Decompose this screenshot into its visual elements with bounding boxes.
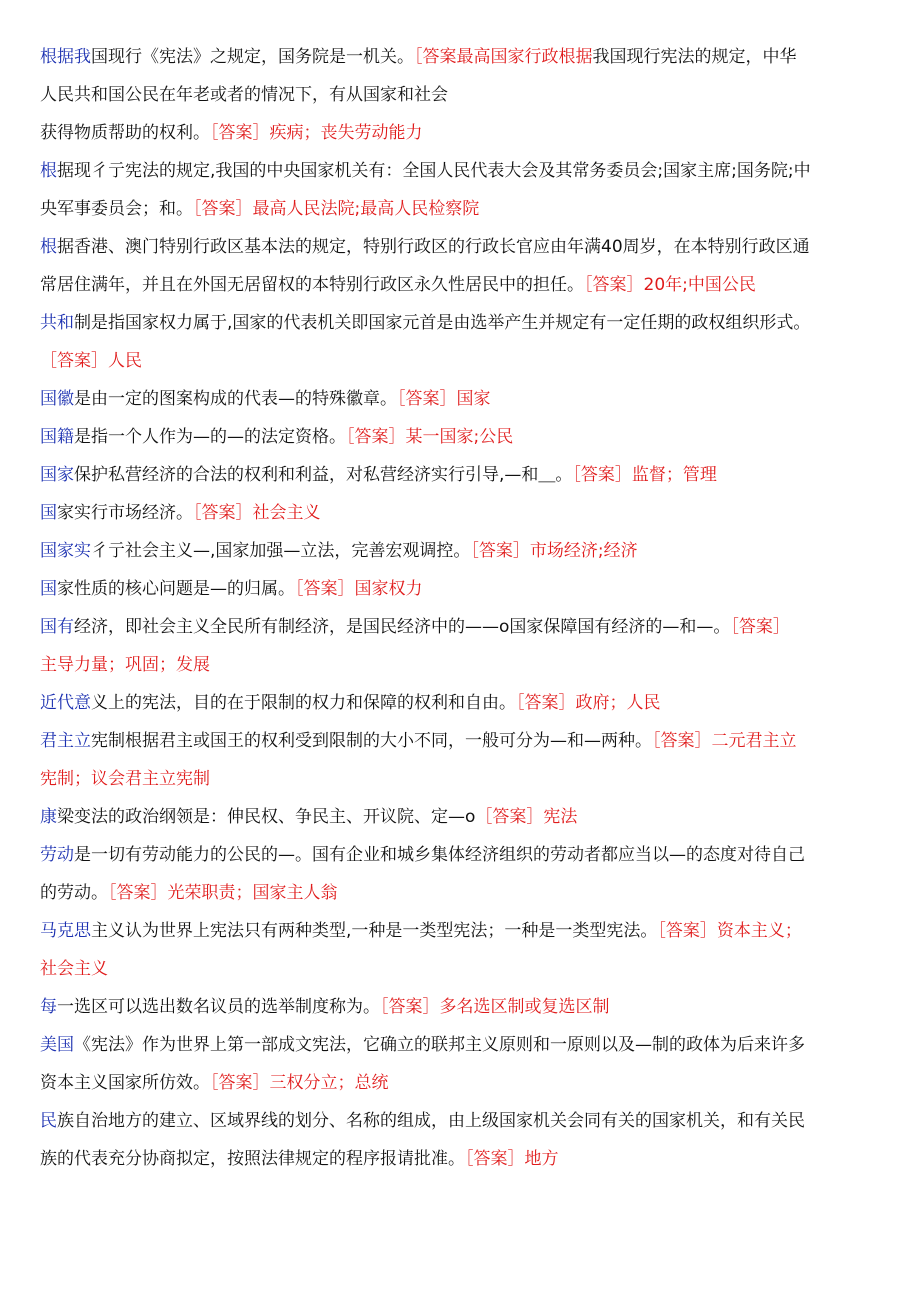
answer-text: ［答案］ <box>730 617 790 637</box>
question-text: 是一切有劳动能力的公民的—。国有企业和城乡集体经济组织的劳动者都应当以—的态度对待自己 <box>74 845 805 865</box>
answer-text: ［答案］社会主义 <box>193 503 321 523</box>
text-line <box>40 1064 882 1102</box>
answer-text: 主导力量；巩固；发展 <box>40 655 210 675</box>
question-text: 族的代表充分协商拟定，按照法律规定的程序报请批准。 <box>40 1149 465 1169</box>
question-text: 《宪法》作为世界上第一部成文宪法，它确立的联邦主义原则和一原则以及—制的政体为后来许多 <box>74 1035 805 1055</box>
question-text: 是指一个人作为—的—的法定资格。 <box>74 427 346 447</box>
text-line <box>40 836 882 874</box>
answer-text: ［答案］人民 <box>40 351 142 371</box>
answer-text: ［答案］某一国家;公民 <box>346 427 514 447</box>
keyword: 劳动 <box>40 845 74 865</box>
question-text: 制是指国家权力属于,国家的代表机关即国家元首是由选举产生并规定有一定任期的政权组织形式。 <box>74 313 811 333</box>
answer-text: ［答案］二元君主立 <box>652 731 797 751</box>
answer-text: ［答案］光荣职责；国家主人翁 <box>108 883 338 903</box>
keyword: 根 <box>40 161 57 181</box>
text-line <box>40 912 882 950</box>
keyword: 共和 <box>40 313 74 333</box>
answer-text: ［答案］疾病；丧失劳动能力 <box>210 123 423 143</box>
text-line <box>40 38 882 76</box>
text-line <box>40 228 882 266</box>
keyword: 国籍 <box>40 427 74 447</box>
question-text: 资本主义国家所仿效。 <box>40 1073 210 1093</box>
question-text: 一选区可以选出数名议员的选举制度称为。 <box>57 997 380 1017</box>
question-text: 据香港、澳门特别行政区基本法的规定，特别行政区的行政长官应由年满40周岁，在本特别行政区通 <box>57 237 810 257</box>
text-line <box>40 494 882 532</box>
text-line <box>40 456 882 494</box>
question-text: 主义认为世界上宪法只有两种类型,一种是一类型宪法；一种是一类型宪法。 <box>91 921 658 941</box>
text-line <box>40 950 882 988</box>
question-text: 家性质的核心问题是—的归属。 <box>57 579 295 599</box>
text-line <box>40 684 882 722</box>
answer-text: ［答案］市场经济;经济 <box>470 541 638 561</box>
question-text: 人民共和国公民在年老或者的情况下，有从国家和社会 <box>40 85 448 105</box>
text-line <box>40 76 882 114</box>
text-line <box>40 380 882 418</box>
document-page <box>40 38 882 1178</box>
text-line <box>40 1102 882 1140</box>
answer-text: ［答案］多名选区制或复选区制 <box>380 997 610 1017</box>
text-line <box>40 874 882 912</box>
answer-text: ［答案］政府；人民 <box>516 693 661 713</box>
question-text: 是由一定的图案构成的代表—的特殊徽章。 <box>74 389 397 409</box>
text-line <box>40 570 882 608</box>
question-text: 国现行《宪法》之规定，国务院是一机关。 <box>91 47 414 67</box>
answer-text: ［答案］国家 <box>397 389 491 409</box>
keyword: 马克思 <box>40 921 91 941</box>
question-text: 梁变法的政治纲领是：伸民权、争民主、开议院、定—o <box>57 807 476 827</box>
answer-text: ［答案最高国家行政根据 <box>414 47 593 67</box>
question-text: 据现彳亍宪法的规定,我国的中央国家机关有：全国人民代表大会及其常务委员会;国家主席;国务院;中 <box>57 161 811 181</box>
text-line <box>40 1140 882 1178</box>
answer-text: ［答案］宪法 <box>475 807 578 827</box>
text-line <box>40 1026 882 1064</box>
text-line <box>40 114 882 152</box>
question-text: 的劳动。 <box>40 883 108 903</box>
question-text-continued: 我国现行宪法的规定，中华 <box>592 47 797 67</box>
question-text: 保护私营经济的合法的权利和利益，对私营经济实行引导,—和＿。 <box>74 465 573 485</box>
text-line <box>40 418 882 456</box>
keyword: 根据我 <box>40 47 91 67</box>
keyword: 国家 <box>40 465 74 485</box>
answer-text: ［答案］最高人民法院;最高人民检察院 <box>193 199 480 219</box>
keyword: 君主立 <box>40 731 91 751</box>
text-line <box>40 532 882 570</box>
answer-text: 宪制；议会君主立宪制 <box>40 769 210 789</box>
question-text: 彳亍社会主义—,国家加强—立法，完善宏观调控。 <box>91 541 471 561</box>
keyword: 国有 <box>40 617 74 637</box>
text-line <box>40 722 882 760</box>
text-line <box>40 342 882 380</box>
keyword: 康 <box>40 807 57 827</box>
answer-text: ［答案］监督；管理 <box>572 465 717 485</box>
keyword: 近代意 <box>40 693 91 713</box>
question-text: 央军事委员会；和。 <box>40 199 193 219</box>
question-text: 获得物质帮助的权利。 <box>40 123 210 143</box>
keyword: 国 <box>40 579 57 599</box>
question-text: 族自治地方的建立、区域界线的划分、名称的组成，由上级国家机关会同有关的国家机关，和有关民 <box>57 1111 805 1131</box>
text-line <box>40 608 882 646</box>
answer-text: 社会主义 <box>40 959 108 979</box>
text-line <box>40 190 882 228</box>
keyword: 国徽 <box>40 389 74 409</box>
answer-text: ［答案］国家权力 <box>295 579 423 599</box>
text-line <box>40 988 882 1026</box>
question-text: 经济，即社会主义全民所有制经济，是国民经济中的——o国家保障国有经济的—和—。 <box>74 617 731 637</box>
text-line <box>40 646 882 684</box>
text-line <box>40 152 882 190</box>
text-line <box>40 304 882 342</box>
answer-text: ［答案］地方 <box>465 1149 559 1169</box>
question-text: 家实行市场经济。 <box>57 503 193 523</box>
answer-text: ［答案］资本主义； <box>657 921 802 941</box>
question-text: 宪制根据君主或国王的权利受到限制的大小不同，一般可分为—和—两种。 <box>91 731 652 751</box>
text-line <box>40 266 882 304</box>
keyword: 国家实 <box>40 541 91 561</box>
answer-text: ［答案］三权分立；总统 <box>210 1073 389 1093</box>
question-text: 常居住满年，并且在外国无居留权的本特别行政区永久性居民中的担任。 <box>40 275 584 295</box>
keyword: 每 <box>40 997 57 1017</box>
text-line <box>40 760 882 798</box>
keyword: 美国 <box>40 1035 74 1055</box>
question-text: 义上的宪法，目的在于限制的权力和保障的权利和自由。 <box>91 693 516 713</box>
text-line <box>40 798 882 836</box>
keyword: 根 <box>40 237 57 257</box>
keyword: 民 <box>40 1111 57 1131</box>
keyword: 国 <box>40 503 57 523</box>
answer-text: ［答案］20年;中国公民 <box>584 275 756 295</box>
